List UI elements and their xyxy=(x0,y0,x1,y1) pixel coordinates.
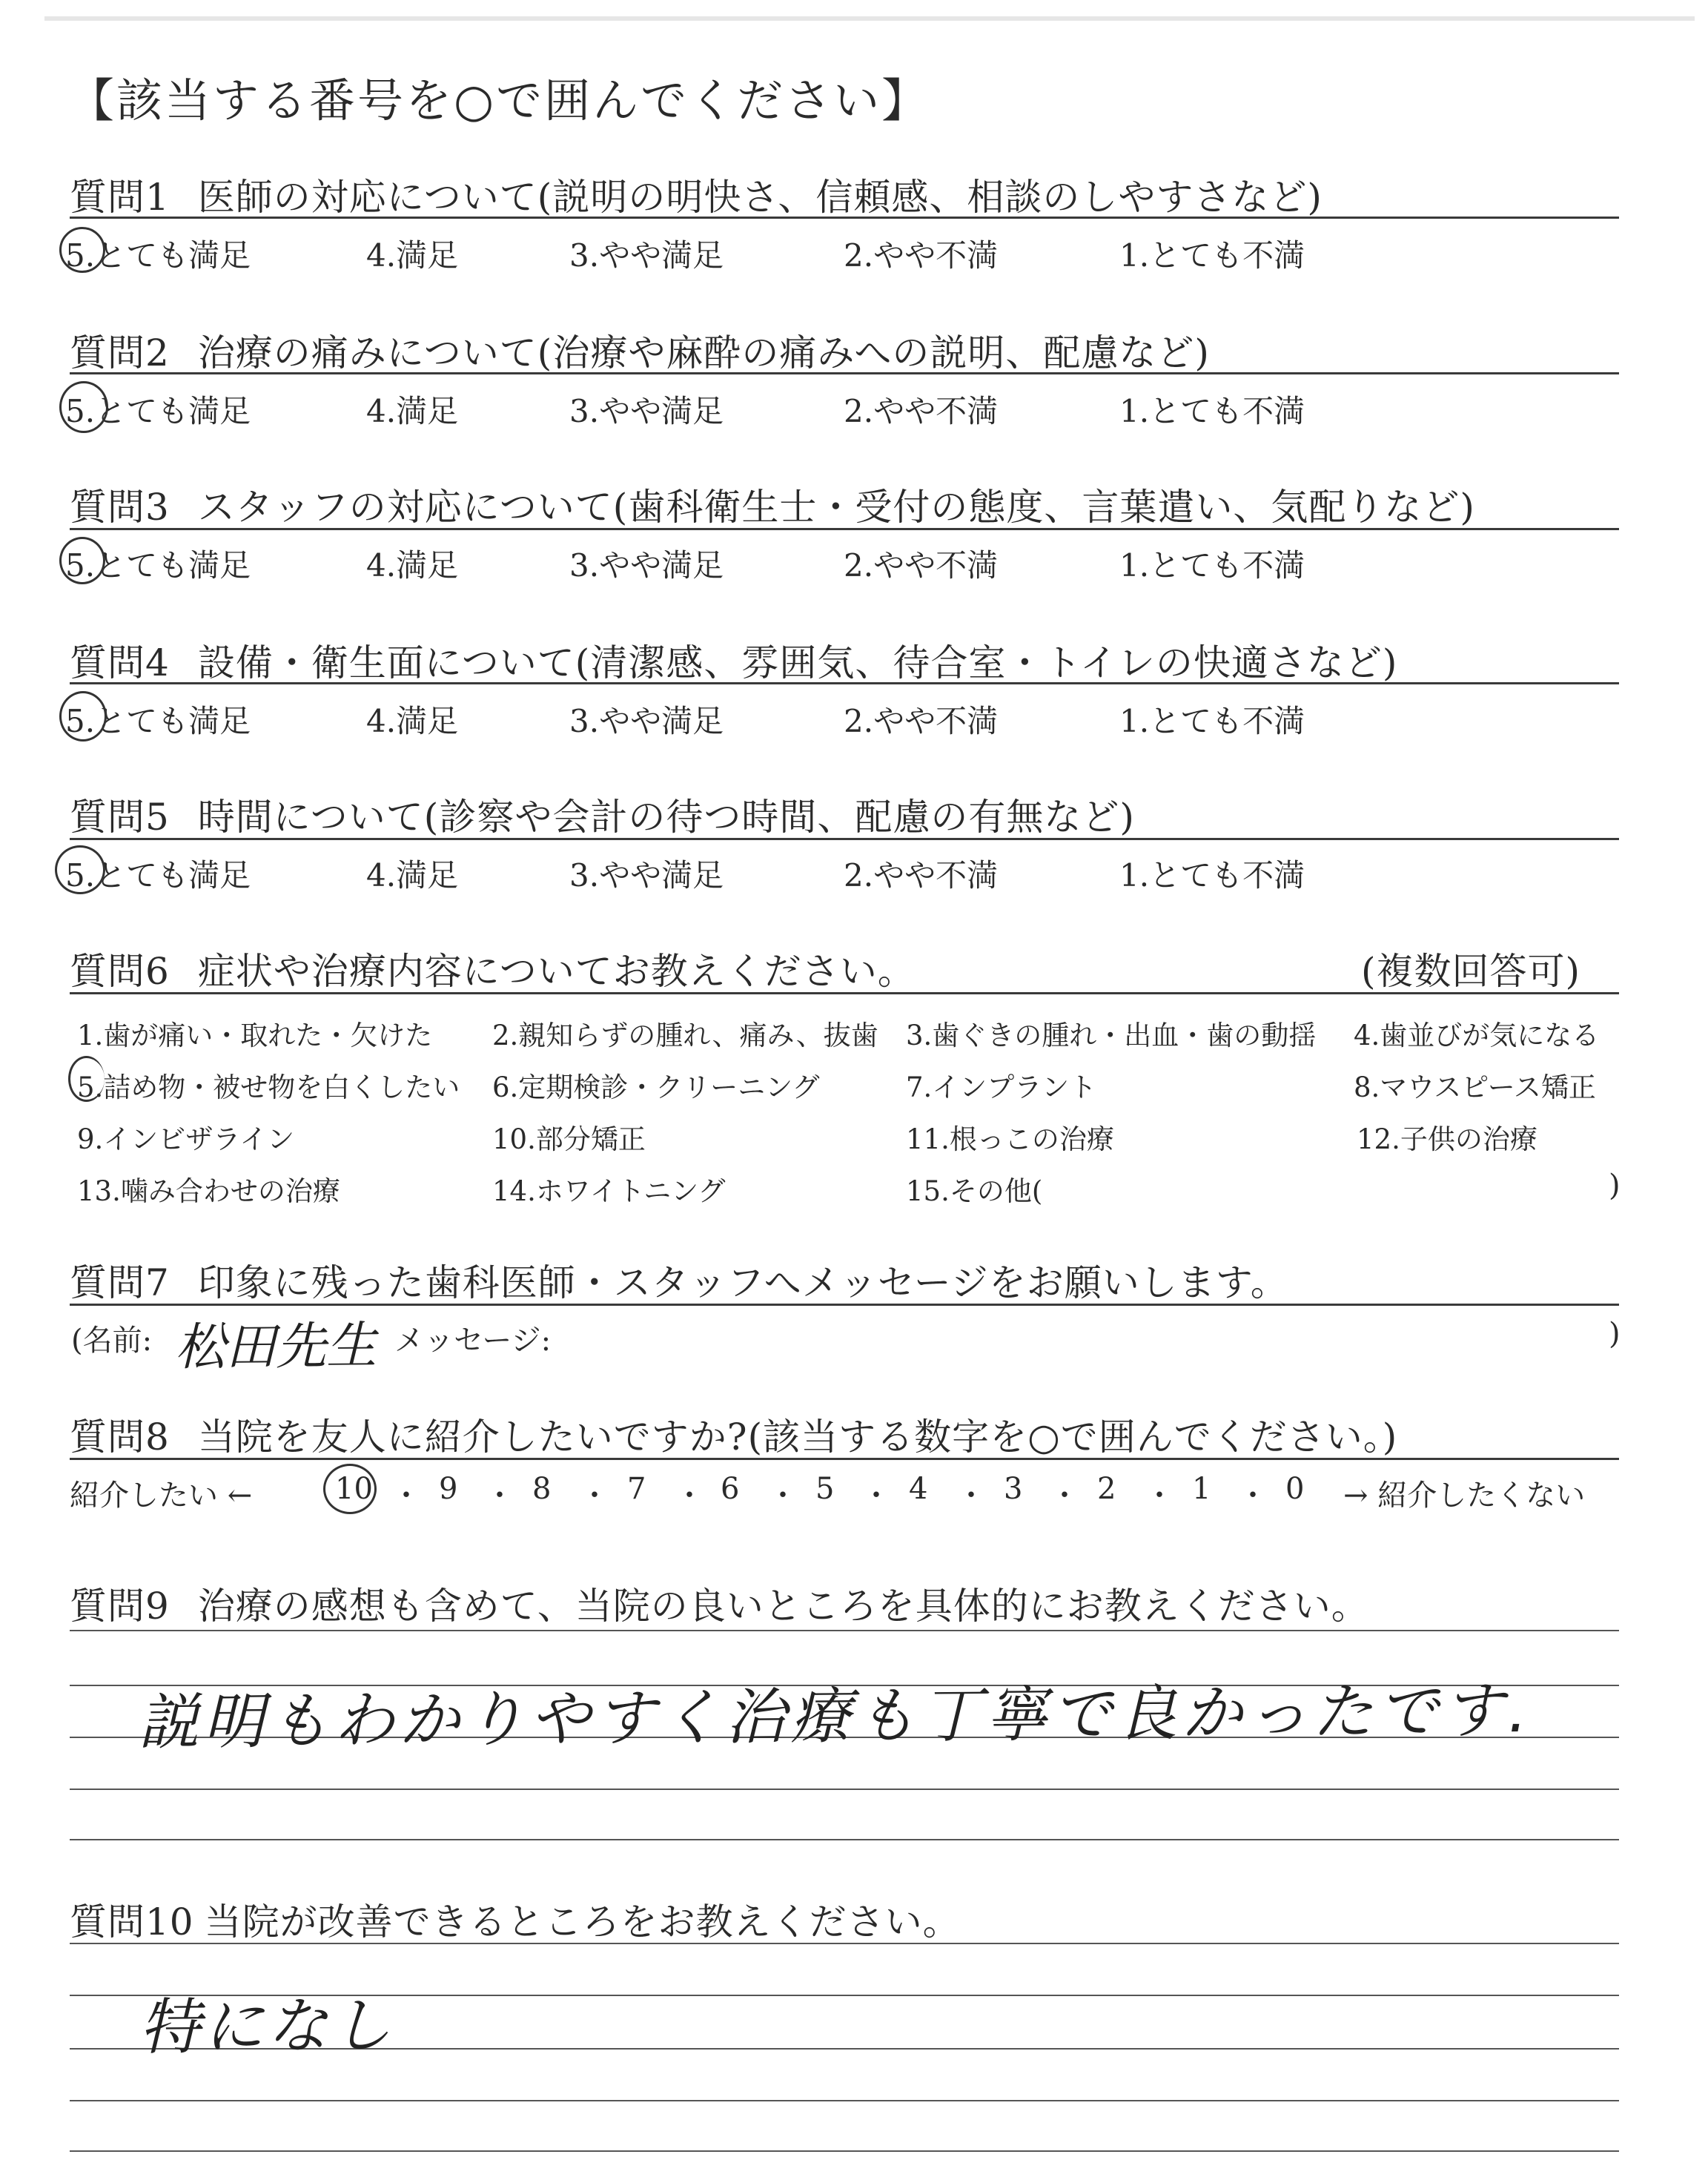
q3-option-5[interactable]: 5.とても満足 xyxy=(65,547,251,584)
q2-selection-circle xyxy=(59,381,108,433)
q6-item-15[interactable]: 15.その他( xyxy=(906,1175,1043,1207)
q6-item-9[interactable]: 9.インビザライン xyxy=(77,1123,295,1155)
q5-option-5[interactable]: 5.とても満足 xyxy=(65,857,251,894)
form-instruction-header: 【該当する番号を○で囲んでください】 xyxy=(68,73,930,128)
q6-item-6[interactable]: 6.定期検診・クリーニング xyxy=(492,1071,820,1103)
scale-2[interactable]: 2 xyxy=(1097,1472,1116,1506)
q6-item-2[interactable]: 2.親知らずの腫れ、痛み、抜歯 xyxy=(492,1020,878,1051)
q1-option-5[interactable]: 5.とても満足 xyxy=(65,237,251,274)
question-10-heading xyxy=(70,1892,961,1946)
q2-option-5[interactable]: 5.とても満足 xyxy=(65,393,251,429)
question-number: 質問10 xyxy=(70,1900,194,1943)
question-number: 質問6 xyxy=(70,950,170,993)
q6-item-12[interactable]: 12.子供の治療 xyxy=(1357,1123,1537,1155)
scale-0[interactable]: 0 xyxy=(1285,1472,1305,1506)
question-rule xyxy=(70,838,1619,840)
question-number: 質問8 xyxy=(70,1416,170,1459)
q6-item-7[interactable]: 7.インプラント xyxy=(906,1071,1097,1103)
q6-item-10[interactable]: 10.部分矯正 xyxy=(492,1123,646,1155)
q5-option-4[interactable]: 4.満足 xyxy=(366,857,459,894)
question-text: 設備・衛生面について(清潔感、雰囲気、待合室・トイレの快適さなど) xyxy=(197,641,1398,684)
question-3-heading xyxy=(70,478,1475,531)
scale-10[interactable]: 10 xyxy=(335,1472,373,1506)
question-rule xyxy=(70,217,1619,219)
q3-option-1[interactable]: 1.とても不満 xyxy=(1119,547,1305,584)
question-text: 時間について(診察や会計の待つ時間、配慮の有無など) xyxy=(197,796,1135,839)
q2-option-2[interactable]: 2.やや不満 xyxy=(844,393,999,429)
question-rule xyxy=(70,1458,1619,1460)
q4-option-5[interactable]: 5.とても満足 xyxy=(65,703,251,739)
q9-handwritten-answer[interactable]: 説明もわかりやすく治療も丁寧で良かったです. xyxy=(137,1675,1532,1759)
question-number: 質問5 xyxy=(70,796,170,839)
q2-option-3[interactable]: 3.やや満足 xyxy=(569,393,724,429)
recommend-right-label: → 紹介したくない xyxy=(1343,1479,1586,1513)
scale-separator: ・ xyxy=(580,1479,609,1513)
scale-5[interactable]: 5 xyxy=(815,1472,835,1506)
scale-4[interactable]: 4 xyxy=(909,1472,928,1506)
scale-separator: ・ xyxy=(956,1479,986,1513)
q6-item-3[interactable]: 3.歯ぐきの腫れ・出血・歯の動揺 xyxy=(906,1020,1317,1051)
answer-line xyxy=(70,1943,1619,1944)
answer-line xyxy=(70,1789,1619,1790)
question-rule xyxy=(70,682,1619,684)
q5-selection-circle xyxy=(55,845,105,894)
q6-item-14[interactable]: 14.ホワイトニング xyxy=(492,1175,726,1207)
q6-selection-circle xyxy=(68,1056,105,1102)
q5-option-3[interactable]: 3.やや満足 xyxy=(569,857,724,894)
q1-option-2[interactable]: 2.やや不満 xyxy=(844,237,999,274)
q6-item-13[interactable]: 13.噛み合わせの治療 xyxy=(77,1175,340,1207)
handwritten-staff-name[interactable]: 松田先生 xyxy=(174,1316,377,1378)
q2-option-4[interactable]: 4.満足 xyxy=(366,393,459,429)
q4-option-4[interactable]: 4.満足 xyxy=(366,703,459,739)
question-8-heading xyxy=(70,1407,1397,1461)
question-text: 症状や治療内容についてお教えください。 xyxy=(197,950,916,993)
question-number: 質問4 xyxy=(70,641,170,684)
question-text: 治療の痛みについて(治療や麻酔の痛みへの説明、配慮など) xyxy=(197,331,1210,374)
scale-separator: ・ xyxy=(391,1479,421,1513)
scale-separator: ・ xyxy=(1050,1479,1079,1513)
question-5-heading xyxy=(70,787,1135,841)
q6-item-4[interactable]: 4.歯並びが気になる xyxy=(1354,1020,1600,1051)
answer-line xyxy=(70,1630,1619,1631)
scale-8[interactable]: 8 xyxy=(532,1472,552,1506)
scale-separator: ・ xyxy=(1145,1479,1174,1513)
question-rule xyxy=(70,992,1619,994)
question-number: 質問7 xyxy=(70,1261,170,1304)
question-7-heading xyxy=(70,1253,1288,1307)
scale-9[interactable]: 9 xyxy=(439,1472,458,1506)
scale-separator: ・ xyxy=(768,1479,798,1513)
scale-separator: ・ xyxy=(1238,1479,1268,1513)
scale-separator: ・ xyxy=(861,1479,891,1513)
question-2-heading xyxy=(70,323,1210,377)
q3-selection-circle xyxy=(59,537,105,584)
q4-option-2[interactable]: 2.やや不満 xyxy=(844,703,999,739)
answer-line xyxy=(70,2150,1619,2152)
recommend-left-label: 紹介したい ← xyxy=(70,1479,253,1513)
scale-separator: ・ xyxy=(675,1479,704,1513)
scale-6[interactable]: 6 xyxy=(721,1472,740,1506)
q1-option-4[interactable]: 4.満足 xyxy=(366,237,459,274)
q8-selection-circle xyxy=(323,1464,377,1514)
question-text: 当院を友人に紹介したいですか?(該当する数字を○で囲んでください。) xyxy=(197,1416,1398,1459)
q10-handwritten-answer[interactable]: 特になし xyxy=(139,1990,395,2064)
question-text: 治療の感想も含めて、当院の良いところを具体的にお教えください。 xyxy=(197,1585,1369,1628)
question-number: 質問9 xyxy=(70,1585,170,1628)
q1-option-3[interactable]: 3.やや満足 xyxy=(569,237,724,274)
question-number: 質問2 xyxy=(70,331,170,374)
question-1-heading xyxy=(70,168,1323,221)
question-number: 質問3 xyxy=(70,486,170,529)
answer-line xyxy=(70,1839,1619,1840)
name-label: (名前: xyxy=(71,1324,153,1358)
q3-option-4[interactable]: 4.満足 xyxy=(366,547,459,584)
scale-3[interactable]: 3 xyxy=(1004,1472,1023,1506)
q5-option-2[interactable]: 2.やや不満 xyxy=(844,857,999,894)
answer-line xyxy=(70,2100,1619,2101)
question-text: 当院が改善できるところをお教えください。 xyxy=(204,1900,961,1943)
q6-other-closing-paren: ) xyxy=(1609,1169,1621,1203)
question-6-heading xyxy=(70,942,916,995)
q3-option-2[interactable]: 2.やや不満 xyxy=(844,547,999,584)
scan-top-edge xyxy=(44,16,1695,21)
q1-selection-circle xyxy=(59,227,105,273)
message-label: メッセージ: xyxy=(394,1324,552,1358)
q4-selection-circle xyxy=(59,691,107,742)
q2-option-1[interactable]: 1.とても不満 xyxy=(1119,393,1305,429)
question-text: スタッフの対応について(歯科衛生士・受付の態度、言葉遣い、気配りなど) xyxy=(197,486,1475,529)
question-text: 印象に残った歯科医師・スタッフへメッセージをお願いします。 xyxy=(197,1261,1288,1304)
multiple-answers-note: (複数回答可) xyxy=(1361,950,1581,993)
question-rule xyxy=(70,528,1619,530)
scale-separator: ・ xyxy=(485,1479,514,1513)
q4-option-1[interactable]: 1.とても不満 xyxy=(1119,703,1305,739)
q6-item-11[interactable]: 11.根っこの治療 xyxy=(906,1123,1114,1155)
message-closing-paren: ) xyxy=(1609,1317,1621,1351)
q1-option-1[interactable]: 1.とても不満 xyxy=(1119,237,1305,274)
question-4-heading xyxy=(70,633,1397,687)
scale-7[interactable]: 7 xyxy=(627,1472,646,1506)
question-number: 質問1 xyxy=(70,176,170,219)
question-rule xyxy=(70,372,1619,374)
question-9-heading xyxy=(70,1576,1369,1630)
q6-item-8[interactable]: 8.マウスピース矯正 xyxy=(1354,1071,1596,1103)
scale-1[interactable]: 1 xyxy=(1192,1472,1211,1506)
q4-option-3[interactable]: 3.やや満足 xyxy=(569,703,724,739)
q6-item-1[interactable]: 1.歯が痛い・取れた・欠けた xyxy=(77,1020,433,1051)
q3-option-3[interactable]: 3.やや満足 xyxy=(569,547,724,584)
q6-item-5[interactable]: 5.詰め物・被せ物を白くしたい xyxy=(77,1071,460,1103)
question-text: 医師の対応について(説明の明快さ、信頼感、相談のしやすさなど) xyxy=(197,176,1323,219)
question-rule xyxy=(70,1304,1619,1306)
q5-option-1[interactable]: 1.とても不満 xyxy=(1119,857,1305,894)
